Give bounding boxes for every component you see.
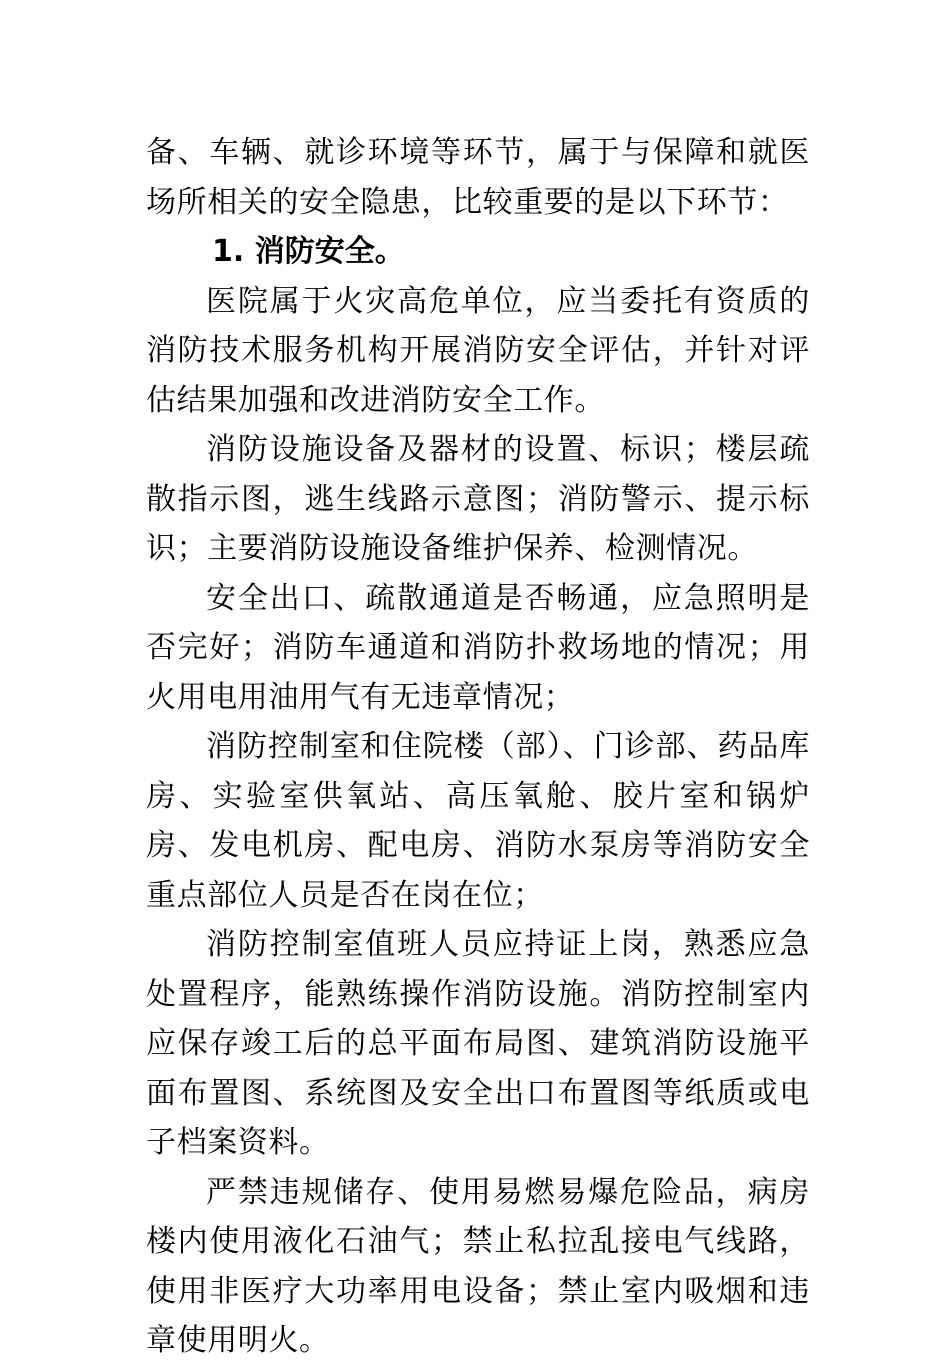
paragraph-safety-exits: 安全出口、疏散通道是否畅通，应急照明是否完好；消防车通道和消防扑救场地的情况；用火用电用油用气有无违章情况； [146,580,810,715]
section-heading-fire-safety: 1. 消防安全。 [212,234,405,269]
paragraph-control-room: 消防控制室值班人员应持证上岗，熟悉应急处置程序，能熟练操作消防设施。消防控制室内应保存竣工后的总平面布局图、建筑消防设施平面布置图、系统图及安全出口布置图等纸质或电子档案资料。 [146,927,810,1160]
paragraph-fire-facilities: 消防设施设备及器材的设置、标识；楼层疏散指示图，逃生线路示意图；消防警示、提示标识；主要消防设施设备维护保养、检测情况。 [146,432,810,566]
paragraph-key-locations: 消防控制室和住院楼（部）、门诊部、药品库房、实验室供氧站、高压氧舱、胶片室和锅炉房、发电机房、配电房、消防水泵房等消防安全重点部位人员是否在岗在位； [146,729,810,913]
document-page [146,128,810,1366]
paragraph-fire-risk-assessment: 医院属于火灾高危单位，应当委托有资质的消防技术服务机构开展消防安全评估，并针对评估结果加强和改进消防安全工作。 [146,283,810,418]
paragraph-prohibitions: 严禁违规储存、使用易燃易爆危险品，病房楼内使用液化石油气；禁止私拉乱接电气线路，使用非医疗大功率用电设备；禁止室内吸烟和违章使用明火。 [146,1174,810,1358]
paragraph-continuation: 备、车辆、就诊环境等环节，属于与保障和就医场所相关的安全隐患，比较重要的是以下环节： [146,135,810,220]
